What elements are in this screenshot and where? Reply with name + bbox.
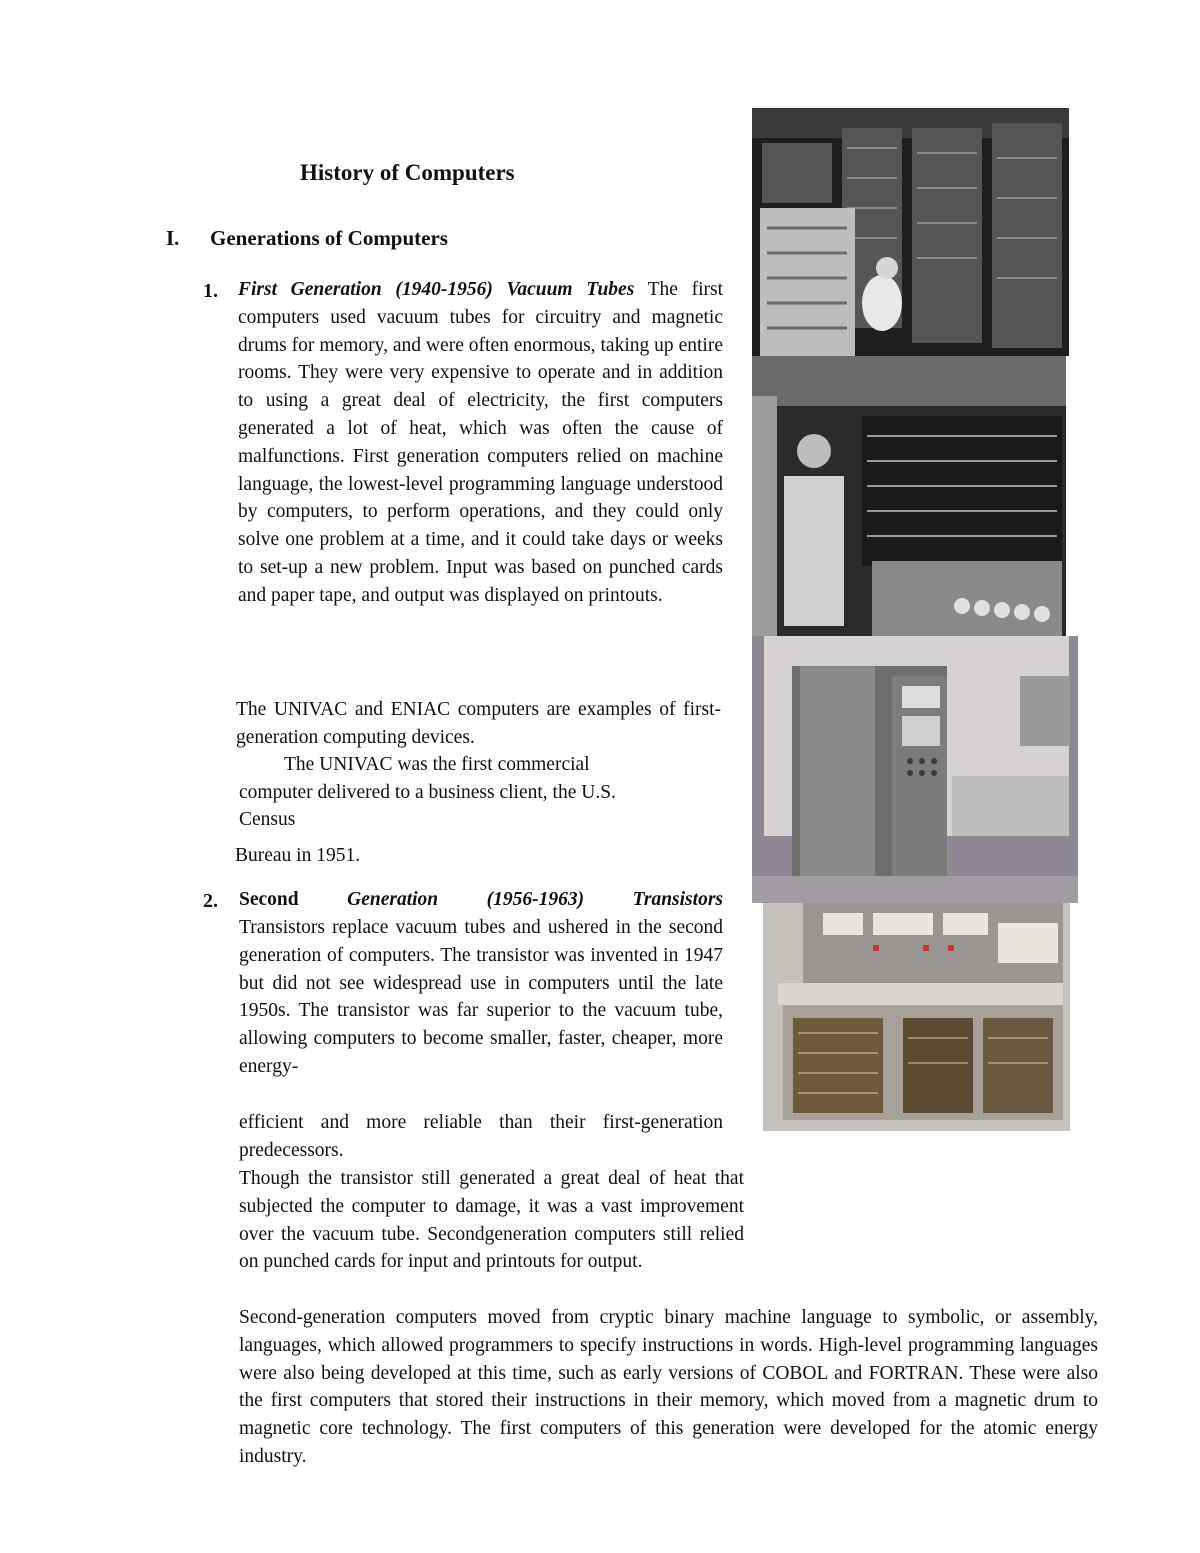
item-2-heading-rest: Generation (1956-1963) Transistors bbox=[347, 889, 723, 910]
univac-line-2: computer delivered to a business client, the U.S. bbox=[239, 782, 616, 803]
univac-photo bbox=[752, 636, 1078, 903]
item-1-paragraph bbox=[238, 276, 723, 610]
item-2-body-3: Though the transistor still generated a great deal of heat that subjected the computer to damage, it was a vast improvement over the vacuum tube. Secondgeneration computers still relied on punched cards for input and printouts for output. bbox=[239, 1168, 744, 1273]
univac-line-4: Bureau in 1951. bbox=[235, 845, 361, 866]
item-1-examples: The UNIVAC and ENIAC computers are examples of first-generation computing devices. bbox=[236, 699, 721, 748]
item-2-heading-word: Second bbox=[239, 889, 299, 910]
eniac-photo bbox=[752, 108, 1069, 356]
univac-line-3: Census bbox=[239, 809, 296, 830]
item-2-body-4: Second-generation computers moved from cryptic binary machine language to symbolic, or assembly, languages, which allowed programmers to specify instructions in words. High-level programming languages were also being developed at this time, such as early versions of COBOL and FORTRAN. These were also the first computers that stored their instructions in their memory, which moved from a magnetic drum to magnetic core technology. The first computers of this generation were developed for the atomic energy industry. bbox=[239, 1307, 1098, 1467]
transistor-computer-photo bbox=[763, 903, 1070, 1131]
item-2-heading bbox=[239, 886, 723, 914]
item-1-heading: First Generation (1940-1956) Vacuum Tubes bbox=[238, 279, 635, 300]
section-title: Generations of Computers bbox=[210, 226, 448, 250]
vacuum-tube-computer-photo bbox=[752, 356, 1066, 636]
item-1-number: 1. bbox=[203, 280, 218, 302]
item-2-number: 2. bbox=[203, 890, 218, 912]
item-2-body-1: Transistors replace vacuum tubes and ushered in the second generation of computers. The transistor was invented in 1947 but did not see widespread use in computers until the late 1950s. The transistor was far superior to the vacuum tube, allowing computers to become smaller, faster, cheaper, more energy- bbox=[239, 917, 723, 1077]
section-number: I. bbox=[166, 226, 180, 250]
page-title: History of Computers bbox=[300, 160, 515, 185]
item-2-body-2: efficient and more reliable than their first-generation predecessors. bbox=[239, 1112, 723, 1161]
item-1-body: The first computers used vacuum tubes for circuitry and magnetic drums for memory, and were often enormous, taking up entire rooms. They were very expensive to operate and in addition to using a great deal of electricity, the first computers generated a lot of heat, which was often the cause of malfunctions. First generation computers relied on machine language, the lowest-level programming language understood by computers, to perform operations, and they could only solve one problem at a time, and it could take days or weeks to set-up a new problem. Input was based on punched cards and paper tape, and output was displayed on printouts. bbox=[238, 279, 723, 606]
univac-line-1: The UNIVAC was the first commercial bbox=[284, 754, 590, 775]
